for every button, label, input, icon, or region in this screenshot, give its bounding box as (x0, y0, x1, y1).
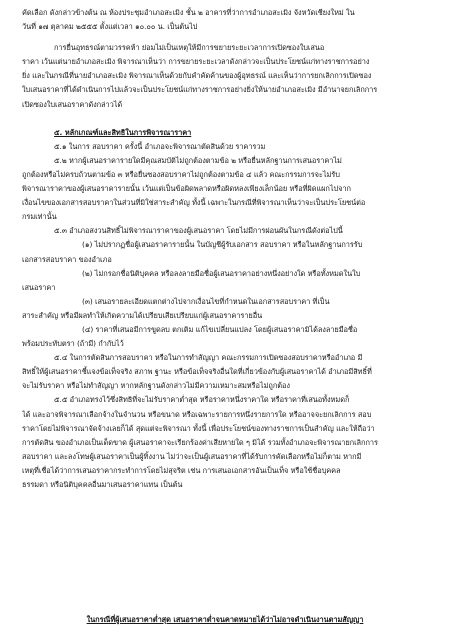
text-line: จะไม่รับราคา หรือไม่ทำสัญญา หากหลักฐานดังกล่าวไม่มีความเหมาะสมหรือไม่ถูกต้อง (22, 381, 290, 391)
text-line: ยิ่ง และในกรณีที่นายอำเภอสะเมิง พิจารณาเห็นด้วยกับคำคัดค้านของผู้อุทธรณ์ และเห็นว่าการยกเลิกการเปิดซอง (22, 71, 372, 81)
section-heading: ๕. หลักเกณฑ์และสิทธิในการพิจารณาราคา (54, 127, 192, 137)
text-line: วันที่ ๑๗ ตุลาคม ๒๕๕๕ ตั้งแต่เวลา ๑๐.๐๐ น. เป็นต้นไป (22, 22, 198, 32)
clause-5-3-item-2 (22, 267, 428, 295)
clause-5-3-item-1 (22, 238, 428, 266)
text-line: เหตุที่เชื่อได้ว่าการเสนอราคากระทำการโดยไม่สุจริต เช่น การเสนอเอกสารอันเป็นเท็จ หรือใช้ชื่อบุคคล (22, 465, 341, 475)
text-line: เอกสารสอบราคา ของอำเภอ (22, 254, 112, 264)
text-line: ใบเสนอราคาที่ได้ดำเนินการไปแล้วจะเป็นประโยชน์แก่ทางราชการอย่างยิ่งให้นายอำเภอสะเมิง มีอำนาจยกเลิกการ (22, 85, 378, 95)
clause-5-3-item-4 (22, 323, 428, 351)
clause-5-3-intro: ๕.๓ อำเภอสงวนสิทธิ์ไม่พิจารณาราคาของผู้เสนอราคา โดยไม่มีการผ่อนผันในกรณีดังต่อไปนี้ (54, 226, 343, 236)
text-line: ได้ และอาจพิจารณาเลือกจ้างในจำนวน หรือขนาด หรือเฉพาะรายการหนึ่งรายการใด หรืออาจจะยกเลิกการ สอบ (22, 409, 372, 419)
text-line: เสนอราคา (22, 282, 56, 292)
text-line: ถูกต้องหรือไม่ครบถ้วนตามข้อ ๓ หรือยื่นซองสอบราคาไม่ถูกต้องตามข้อ ๔ แล้ว คณะกรรมการจะไม่รับ (22, 169, 340, 179)
text-line: เงื่อนไขของเอกสารสอบราคาในส่วนที่มิใช่สาระสำคัญ ทั้งนี้ เฉพาะในกรณีที่พิจารณาเห็นว่าจะเป็นประโยชน์ต่อ (22, 198, 366, 208)
text-line: กรมเท่านั้น (22, 212, 57, 222)
text-line: ๕.๒ หากผู้เสนอราคารายใดมีคุณสมบัติไม่ถูกต้องตามข้อ ๒ หรือยื่นหลักฐานการเสนอราคาไม่ (54, 155, 342, 165)
text-line: ธรรมดา หรือนิติบุคคลอื่นมาเสนอราคาแทน เป็นต้น (22, 480, 183, 489)
text-line: ๕.๕ อำเภอทรงไว้ซึ่งสิทธิที่จะไม่รับราคาต่ำสุด หรือราคาหนึ่งราคาใด หรือราคาที่เสนอทั้งหมดก็ (54, 395, 350, 405)
clause-5-1: ๕.๑ ในการ สอบราคา ครั้งนี้ อำเภอจะพิจารณาตัดสินด้วย ราคารวม (54, 141, 266, 151)
clause-5-2 (22, 154, 428, 224)
text-line: พิจารณาราคาของผู้เสนอราคารายนั้น เว้นแต่เป็นข้อผิดพลาดหรือผิดหลงเพียงเล็กน้อย หรือที่ผิดแผกไปจาก (22, 184, 351, 194)
text-line: การตัดสิน ของอำเภอเป็นเด็ดขาด ผู้เสนอราคาจะเรียกร้องค่าเสียหายใด ๆ มิได้ รวมทั้งอำเภอจะพิจารณายกเลิกการ (22, 437, 378, 447)
text-line: เปิดซองใบเสนอราคาดังกล่าวได้ (22, 99, 123, 109)
intro-block (22, 6, 428, 34)
text-line: ราคา เว้นแต่นายอำเภอสะเมิง พิจารณาเห็นว่า การขยายระยะเวลาดังกล่าวจะเป็นประโยชน์แก่ทางราชการอย่าง (22, 57, 370, 67)
text-line: สาระสำคัญ หรือมีผลทำให้เกิดความได้เปรียบเสียเปรียบแก่ผู้เสนอราคารายอื่น (22, 310, 263, 320)
text-line: (๑) ไม่ปรากฏชื่อผู้เสนอราคารายนั้น ในบัญชีผู้รับเอกสาร สอบราคา หรือในหลักฐานการรับ (82, 240, 363, 250)
text-line: สิทธิ์ให้ผู้เสนอราคาชี้แจงข้อเท็จจริง สภาพ ฐานะ หรือข้อเท็จจริงอื่นใดที่เกี่ยวข้องกับผู้เสนอราคาได้ อำเภอมีสิทธิ์ที่ (22, 367, 372, 377)
footer-line: ในกรณีที่ผู้เสนอราคาต่ำสุด เสนอราคาต่ำจนคาดหมายได้ว่าไม่อาจดำเนินงานตามสัญญา (86, 614, 364, 624)
text-line: (๓) เสนอรายละเอียดแตกต่างไปจากเงื่อนไขที่กำหนดในเอกสารสอบราคา ที่เป็น (82, 296, 330, 306)
text-line: สอบราคา และลงโทษผู้เสนอราคาเป็นผู้ทิ้งงาน ไม่ว่าจะเป็นผู้เสนอราคาที่ได้รับการคัดเลือกหรือไม่ก็ตาม หากมี (22, 451, 362, 461)
text-line: คัดเลือก ดังกล่าวข้างต้น ณ ห้องประชุมอำเภอสะเมิง ชั้น ๒ อาคารที่ว่าการอำเภอสะเมิง จังหวัดเชียงใหม่ ใน (22, 8, 355, 17)
clause-5-3-item-3 (22, 295, 428, 323)
clause-5-4 (22, 351, 428, 393)
text-line: พร้อมประทับตรา (ถ้ามี) กำกับไว้ (22, 339, 124, 349)
text-line: การยื่นอุทธรณ์ตามวรรคห้า ย่อมไม่เป็นเหตุให้มีการขยายระยะเวลาการเปิดซองใบเสนอ (54, 43, 325, 53)
appeal-paragraph (22, 41, 428, 111)
text-line: ราคาโดยไม่พิจารณาจัดจ้างเลยก็ได้ สุดแต่จะพิจารณา ทั้งนี้ เพื่อประโยชน์ของทางราชการเป็นสำคัญ และให้ถือว่า (22, 423, 375, 433)
text-line: ๕.๔ ในการตัดสินการสอบราคา หรือในการทำสัญญา คณะกรรมการเปิดซองสอบราคาหรืออำเภอ มี (54, 353, 363, 363)
text-line: (๒) ไม่กรอกชื่อนิติบุคคล หรือลงลายมือชื่อผู้เสนอราคาอย่างหนึ่งอย่างใด หรือทั้งหมดในใบ (82, 268, 361, 278)
text-line: (๔) ราคาที่เสนอมีการขูดลบ ตกเติม แก้ไขเปลี่ยนแปลง โดยผู้เสนอราคามิได้ลงลายมือชื่อ (82, 324, 358, 334)
clause-5-5 (22, 393, 428, 492)
